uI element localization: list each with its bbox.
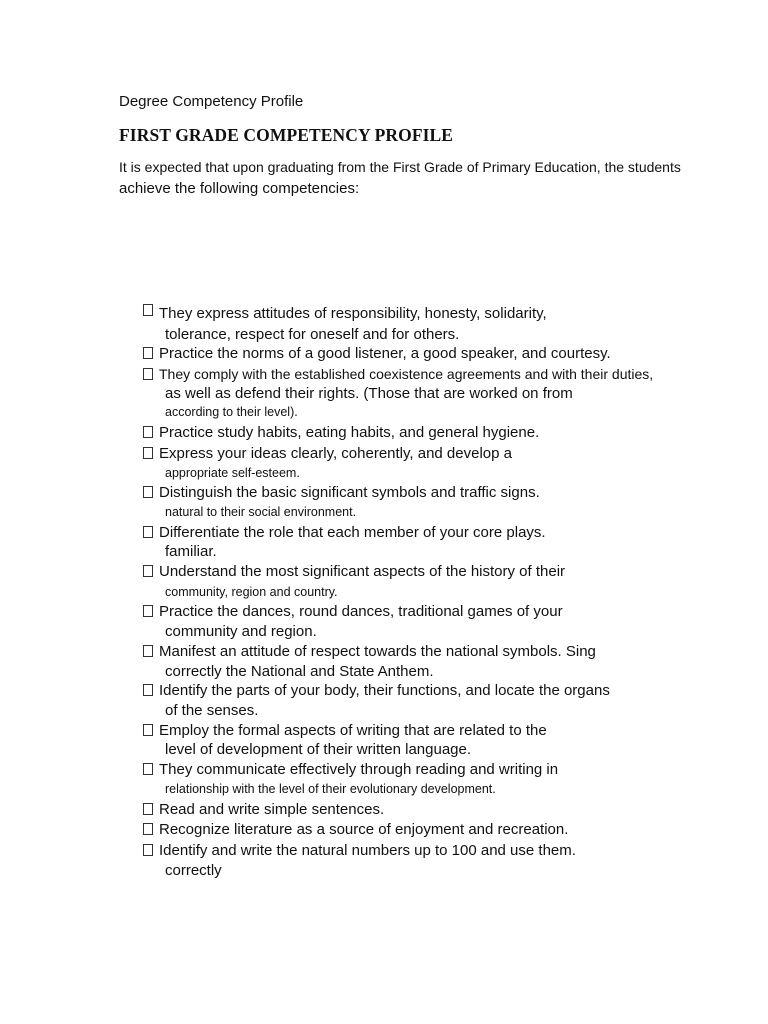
intro-text-line-2: achieve the following competencies: [119, 180, 360, 197]
list-item [143, 642, 596, 662]
list-item [143, 841, 576, 861]
list-item-text: They communicate effectively through reading and writing in [159, 761, 559, 778]
checkbox-icon [143, 347, 153, 359]
list-item [143, 364, 653, 384]
checkbox-icon [143, 304, 153, 316]
list-item [143, 444, 512, 464]
list-item [143, 760, 558, 780]
list-item-continuation: familiar. [165, 543, 217, 560]
checkbox-icon [143, 605, 153, 617]
list-item [143, 800, 384, 820]
list-item-text: Identify the parts of your body, their functions, and locate the organs [159, 682, 610, 699]
list-item-text: Practice study habits, eating habits, and general hygiene. [159, 424, 540, 441]
list-item [143, 681, 610, 701]
list-item-text: Express your ideas clearly, coherently, and develop a [159, 445, 512, 462]
list-item [143, 562, 565, 582]
list-item [143, 304, 643, 324]
intro-text-line-1: It is expected that upon graduating from the First Grade of Primary Education, the students [119, 159, 681, 175]
list-item-continuation: as well as defend their rights. (Those that are worked on from [165, 385, 573, 402]
list-item-continuation: appropriate self-esteem. [165, 466, 300, 480]
checkbox-icon [143, 823, 153, 835]
list-item-text: Practice the norms of a good listener, a good speaker, and courtesy. [159, 345, 611, 362]
list-item-text: Distinguish the basic significant symbols and traffic signs. [159, 484, 540, 501]
checkbox-icon [143, 645, 153, 657]
list-item-continuation: level of development of their written language. [165, 741, 472, 758]
list-item-text: Recognize literature as a source of enjoyment and recreation. [159, 821, 569, 838]
checkbox-icon [143, 565, 153, 577]
checkbox-icon [143, 486, 153, 498]
list-item-continuation: community and region. [165, 623, 317, 640]
list-item-text: Practice the dances, round dances, traditional games of your [159, 603, 563, 620]
document-header: Degree Competency Profile [119, 93, 304, 110]
list-item-text: Employ the formal aspects of writing that are related to the [159, 722, 547, 739]
list-item [143, 602, 563, 622]
list-item-text: Differentiate the role that each member of your core plays. [159, 524, 546, 541]
list-item-continuation: tolerance, respect for oneself and for others. [165, 326, 460, 343]
list-item-text: Manifest an attitude of respect towards the national symbols. Sing [159, 643, 596, 660]
list-item-continuation: correctly [165, 862, 222, 879]
list-item [143, 820, 568, 840]
list-item [143, 423, 539, 443]
list-item-continuation: correctly the National and State Anthem. [165, 663, 434, 680]
list-item-text: Read and write simple sentences. [159, 801, 385, 818]
checkbox-icon [143, 447, 153, 459]
checkbox-icon [143, 844, 153, 856]
list-item-text: Identify and write the natural numbers up to 100 and use them. [159, 842, 576, 859]
list-item-continuation: relationship with the level of their evolutionary development. [165, 782, 496, 796]
list-item [143, 344, 611, 364]
checkbox-icon [143, 803, 153, 815]
checkbox-icon [143, 526, 153, 538]
checkbox-icon [143, 763, 153, 775]
list-item-text: They comply with the established coexistence agreements and with their duties, [159, 366, 654, 382]
checkbox-icon [143, 724, 153, 736]
list-item-text: They express attitudes of responsibility, honesty, solidarity, [159, 305, 547, 322]
page-title: FIRST GRADE COMPETENCY PROFILE [119, 125, 454, 145]
list-item [143, 721, 547, 741]
list-item-text: Understand the most significant aspects of the history of their [159, 563, 566, 580]
checkbox-icon [143, 368, 153, 380]
list-item-continuation: of the senses. [165, 702, 259, 719]
checkbox-icon [143, 684, 153, 696]
list-item-continuation: natural to their social environment. [165, 505, 357, 519]
list-item [143, 483, 540, 503]
list-item-continuation: according to their level). [165, 405, 298, 419]
checkbox-icon [143, 426, 153, 438]
list-item [143, 523, 546, 543]
list-item-continuation: community, region and country. [165, 585, 338, 599]
